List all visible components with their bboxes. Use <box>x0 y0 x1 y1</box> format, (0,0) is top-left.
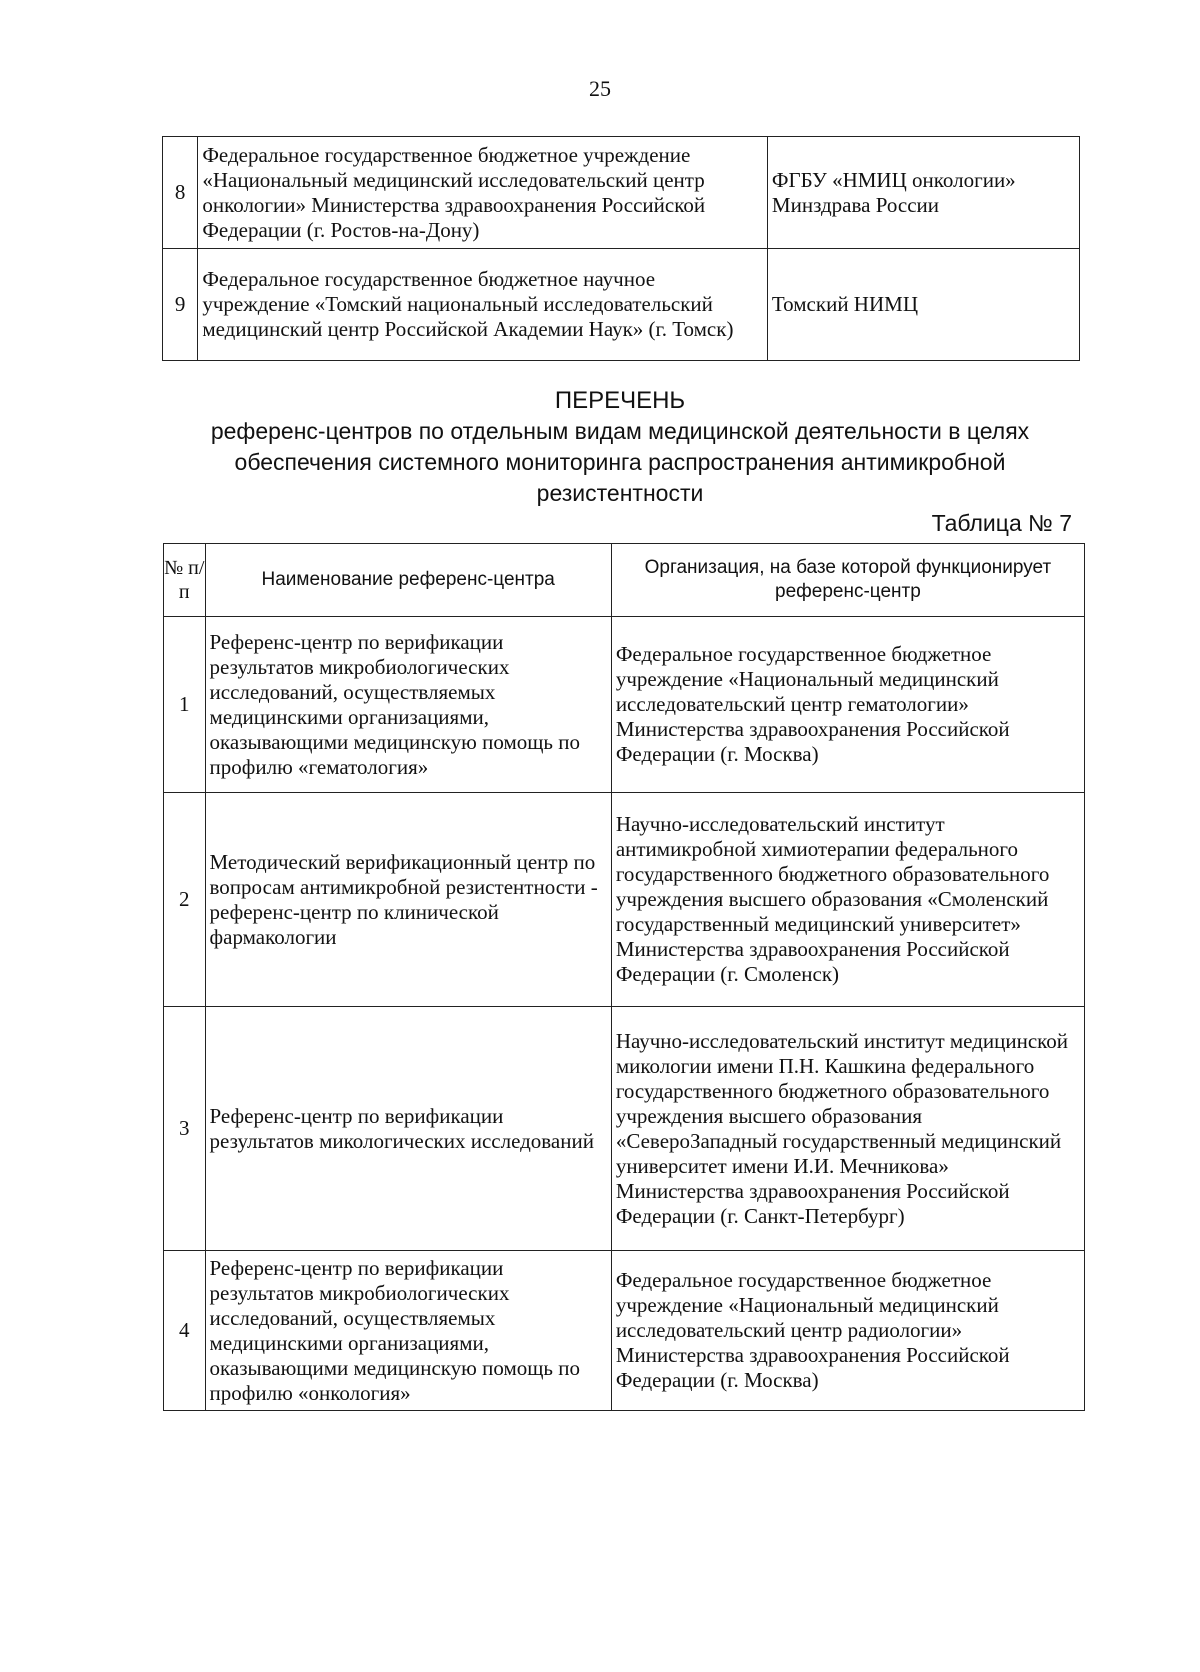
row-number: 8 <box>163 137 198 249</box>
page-number: 25 <box>589 76 611 101</box>
header-center-name: Наименование референс-центра <box>205 544 611 617</box>
organization-name: Федеральное государственное бюджетное учреждение «Национальный медицинский исследовательский центр радиологии» Министерства здравоохранения Российской Федерации (г. Москва) <box>611 1251 1084 1411</box>
header-number: № п/п <box>164 544 206 617</box>
table-row <box>164 1251 1085 1411</box>
center-name: Референс-центр по верификации результатов микробиологических исследований, осуществляемых медицинскими организациями, оказывающими медицинскую помощь по профилю «гематология» <box>205 617 611 793</box>
organization-name: Научно-исследовательский институт медицинской микологии имени П.Н. Кашкина федерального государственного бюджетного образовательного учреждения высшего образования «СевероЗападный государственный медицинский университет имени И.И. Мечникова» Министерства здравоохранения Российской Федерации (г. Санкт-Петербург) <box>611 1007 1084 1251</box>
section-subtitle: референс-центров по отдельным видам медицинской деятельности в целях обеспечения системного мониторинга распространения антимикробной резистентности <box>210 418 1030 506</box>
row-number: 3 <box>164 1007 206 1251</box>
organization-name: Федеральное государственное бюджетное научное учреждение «Томский национальный исследовательский медицинский центр Российской Академии Наук» (г. Томск) <box>198 249 768 361</box>
table-row <box>163 249 1080 361</box>
center-name: Референс-центр по верификации результатов микробиологических исследований, осуществляемых медицинскими организациями, оказывающими медицинскую помощь по профилю «онкология» <box>205 1251 611 1411</box>
header-organization: Организация, на базе которой функционирует референс-центр <box>611 544 1084 617</box>
table-label: Таблица № 7 <box>931 510 1072 536</box>
table-row <box>164 617 1085 793</box>
table-row <box>163 137 1080 249</box>
table-header-row <box>164 544 1085 617</box>
center-name: Методический верификационный центр по вопросам антимикробной резистентности - референс-центр по клинической фармакологии <box>205 793 611 1007</box>
organization-name: Федеральное государственное бюджетное учреждение «Национальный медицинский исследовательский центр гематологии» Министерства здравоохранения Российской Федерации (г. Москва) <box>611 617 1084 793</box>
table-row <box>164 793 1085 1007</box>
section-title: ПЕРЕЧЕНЬ <box>554 387 686 414</box>
short-name: Томский НИМЦ <box>767 249 1079 361</box>
row-number: 2 <box>164 793 206 1007</box>
continuation-table <box>162 136 1080 361</box>
row-number: 4 <box>164 1251 206 1411</box>
organization-name: Научно-исследовательский институт антимикробной химиотерапии федерального государственного бюджетного образовательного учреждения высшего образования «Смоленский государственный медицинский университет» Министерства здравоохранения Российской Федерации (г. Смоленск) <box>611 793 1084 1007</box>
row-number: 1 <box>164 617 206 793</box>
table-row <box>164 1007 1085 1251</box>
organization-name: Федеральное государственное бюджетное учреждение «Национальный медицинский исследовательский центр онкологии» Министерства здравоохранения Российской Федерации (г. Ростов-на-Дону) <box>198 137 768 249</box>
row-number: 9 <box>163 249 198 361</box>
reference-centers-table <box>163 543 1085 1411</box>
short-name: ФГБУ «НМИЦ онкологии» Минздрава России <box>767 137 1079 249</box>
center-name: Референс-центр по верификации результатов микологических исследований <box>205 1007 611 1251</box>
